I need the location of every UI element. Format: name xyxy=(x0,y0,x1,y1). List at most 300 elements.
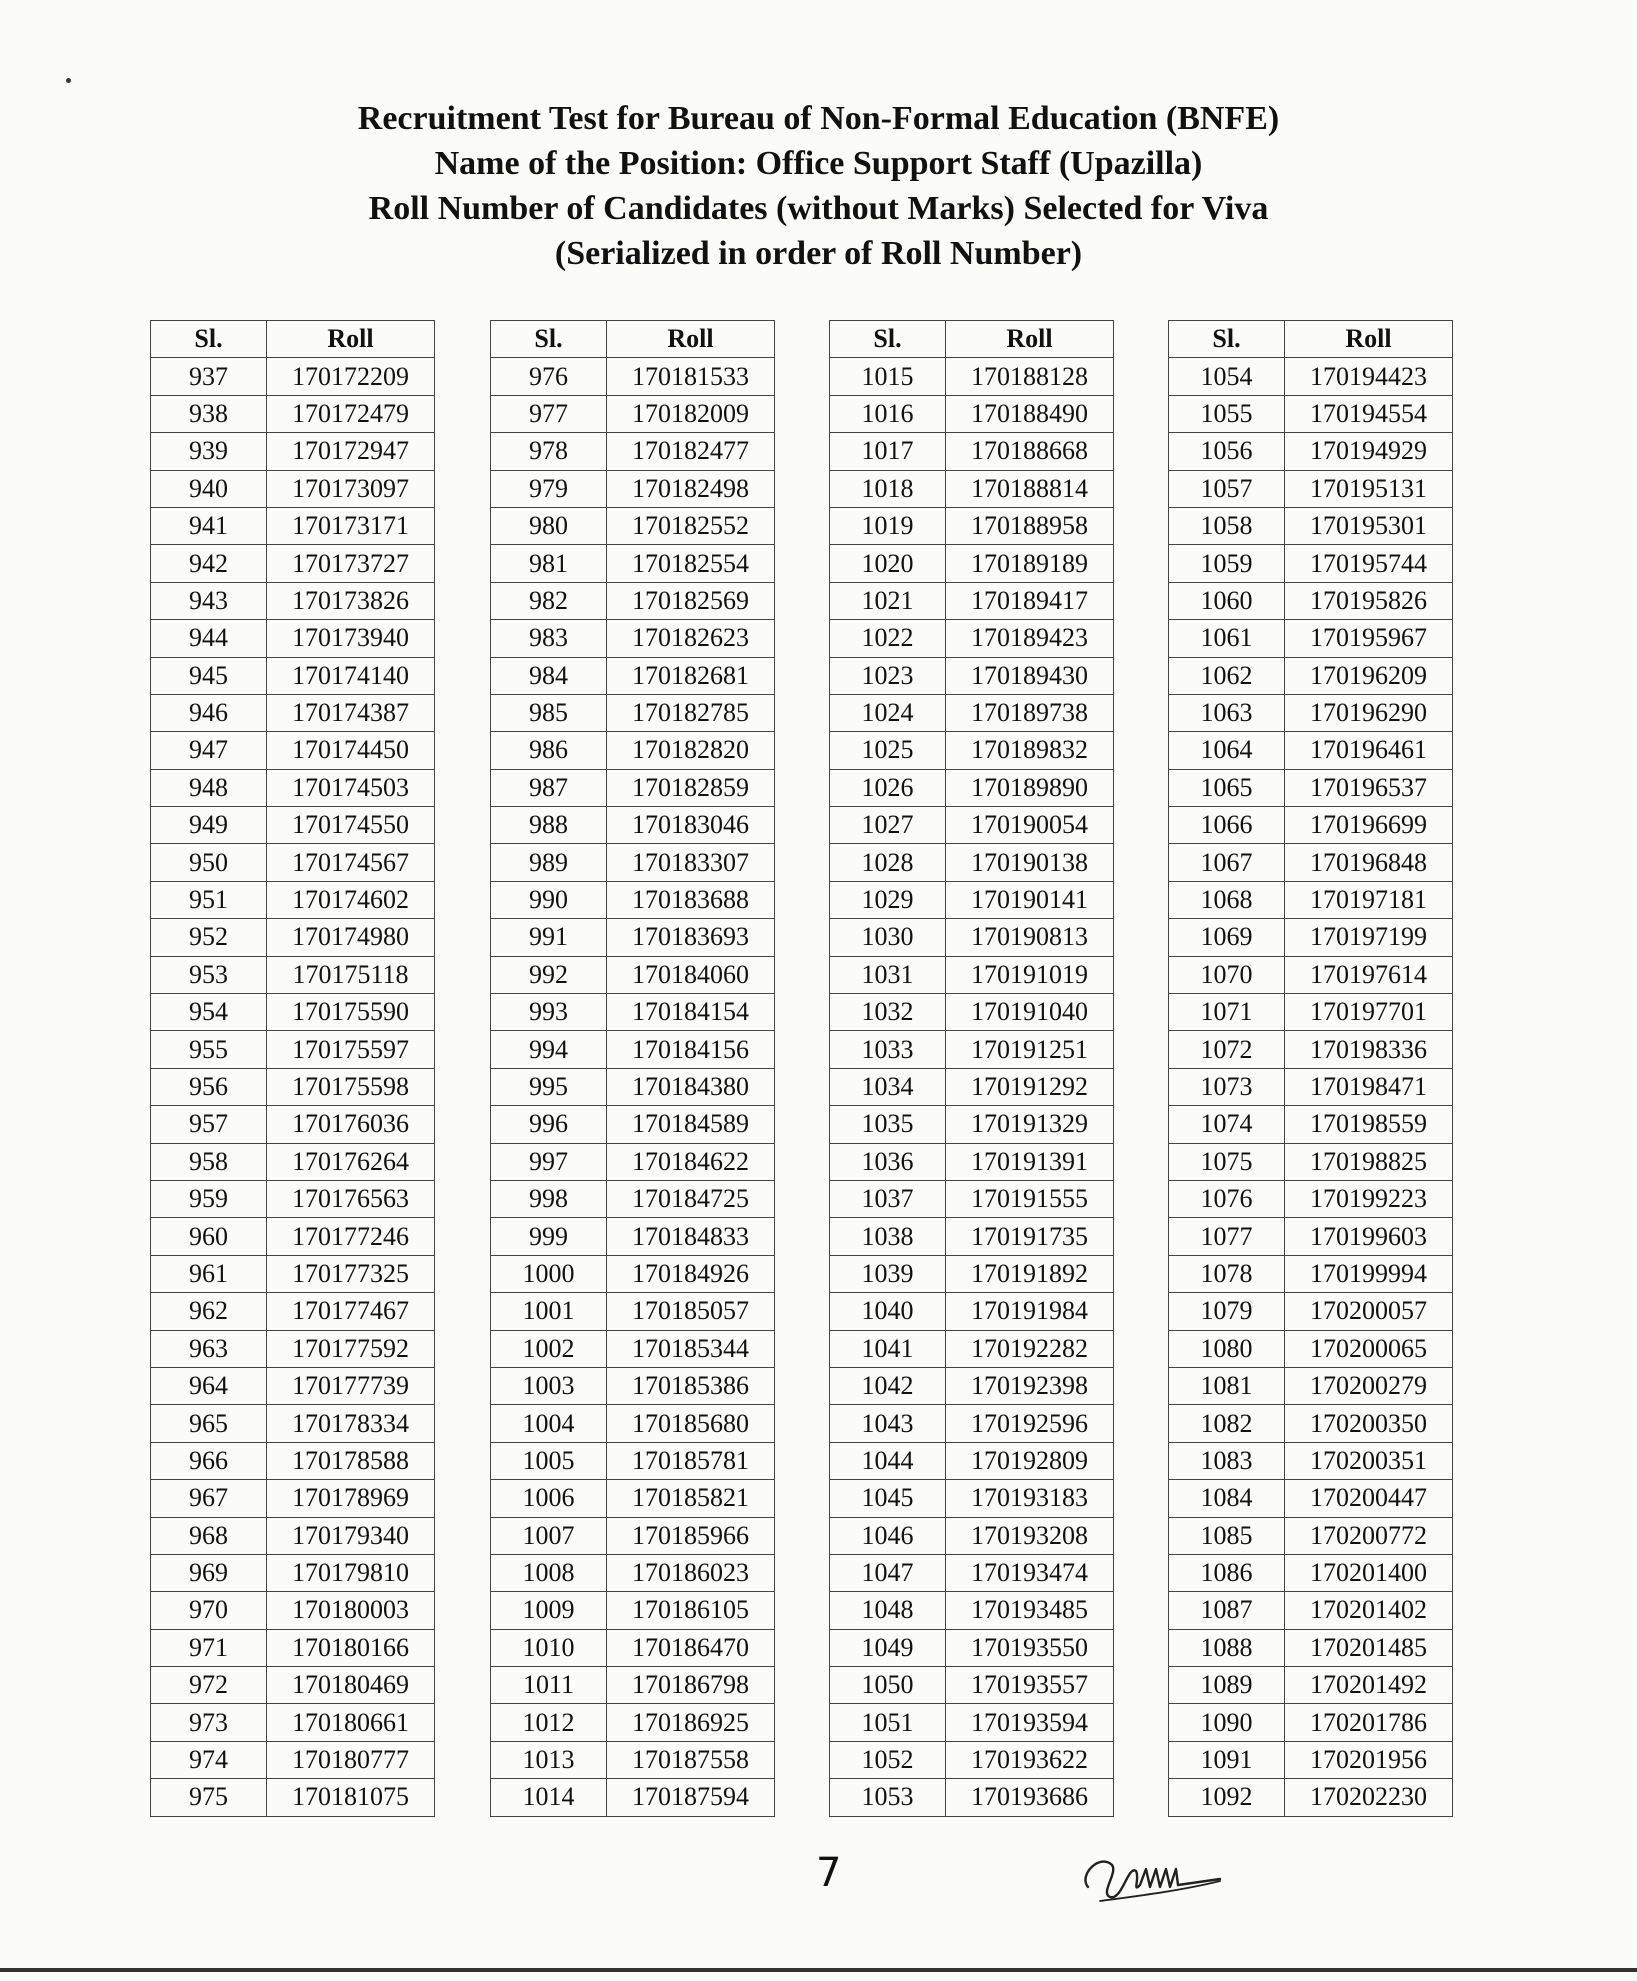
roll-cell: 170185781 xyxy=(607,1442,775,1479)
roll-cell: 170201786 xyxy=(1285,1704,1453,1741)
sl-cell: 1079 xyxy=(1169,1293,1285,1330)
sl-cell: 976 xyxy=(491,358,607,395)
roll-cell: 170182623 xyxy=(607,620,775,657)
table-row xyxy=(151,657,435,694)
scan-bottom-edge xyxy=(0,1968,1637,1972)
sl-cell: 1055 xyxy=(1169,395,1285,432)
sl-cell: 963 xyxy=(151,1330,267,1367)
table-row xyxy=(151,1143,435,1180)
sl-cell: 1083 xyxy=(1169,1442,1285,1479)
table-row xyxy=(491,694,775,731)
roll-cell: 170191019 xyxy=(946,956,1114,993)
table-row xyxy=(151,1031,435,1068)
roll-cell: 170174980 xyxy=(267,919,435,956)
table-row xyxy=(151,1779,435,1816)
sl-cell: 1025 xyxy=(830,732,946,769)
sl-cell: 1047 xyxy=(830,1554,946,1591)
sl-cell: 977 xyxy=(491,395,607,432)
sl-cell: 1065 xyxy=(1169,769,1285,806)
sl-cell: 1064 xyxy=(1169,732,1285,769)
roll-table-3 xyxy=(829,320,1114,1817)
table-row xyxy=(491,1330,775,1367)
roll-cell: 170182681 xyxy=(607,657,775,694)
table-row xyxy=(830,1480,1114,1517)
table-row xyxy=(491,844,775,881)
table-row xyxy=(151,1517,435,1554)
sl-cell: 942 xyxy=(151,545,267,582)
sl-cell: 1077 xyxy=(1169,1218,1285,1255)
roll-cell: 170201485 xyxy=(1285,1629,1453,1666)
roll-cell: 170182569 xyxy=(607,582,775,619)
roll-cell: 170180003 xyxy=(267,1592,435,1629)
roll-cell: 170191329 xyxy=(946,1106,1114,1143)
roll-cell: 170182859 xyxy=(607,769,775,806)
table-row xyxy=(1169,694,1453,731)
table-row xyxy=(151,1480,435,1517)
roll-cell: 170201956 xyxy=(1285,1741,1453,1778)
sl-cell: 997 xyxy=(491,1143,607,1180)
sl-cell: 1074 xyxy=(1169,1106,1285,1143)
table-row xyxy=(491,1218,775,1255)
sl-cell: 1086 xyxy=(1169,1554,1285,1591)
table-row xyxy=(151,1442,435,1479)
table-header-row xyxy=(491,321,775,358)
table-row xyxy=(1169,919,1453,956)
table-row xyxy=(1169,1704,1453,1741)
sl-cell: 957 xyxy=(151,1106,267,1143)
table-row xyxy=(1169,1779,1453,1816)
table-row xyxy=(151,844,435,881)
roll-cell: 170177467 xyxy=(267,1293,435,1330)
sl-cell: 949 xyxy=(151,807,267,844)
sl-cell: 1087 xyxy=(1169,1592,1285,1629)
roll-cell: 170198471 xyxy=(1285,1068,1453,1105)
roll-cell: 170200772 xyxy=(1285,1517,1453,1554)
roll-cell: 170194929 xyxy=(1285,433,1453,470)
roll-cell: 170188128 xyxy=(946,358,1114,395)
roll-table-1 xyxy=(150,320,435,1817)
table-row xyxy=(830,1629,1114,1666)
sl-cell: 955 xyxy=(151,1031,267,1068)
sl-cell: 1066 xyxy=(1169,807,1285,844)
roll-cell: 170201402 xyxy=(1285,1592,1453,1629)
roll-cell: 170180469 xyxy=(267,1667,435,1704)
table-row xyxy=(491,1405,775,1442)
sl-cell: 992 xyxy=(491,956,607,993)
table-row xyxy=(1169,1367,1453,1404)
table-row xyxy=(830,620,1114,657)
sl-cell: 985 xyxy=(491,694,607,731)
sl-cell: 1028 xyxy=(830,844,946,881)
roll-cell: 170188668 xyxy=(946,433,1114,470)
sl-cell: 1018 xyxy=(830,470,946,507)
sl-cell: 1060 xyxy=(1169,582,1285,619)
header-position: Name of the Position: Office Support Staff (Upazilla) xyxy=(434,145,1203,182)
col-header-roll: Roll xyxy=(267,321,435,358)
col-header-sl: Sl. xyxy=(151,321,267,358)
table-row xyxy=(151,807,435,844)
table-row xyxy=(1169,545,1453,582)
sl-cell: 1052 xyxy=(830,1741,946,1778)
roll-cell: 170174450 xyxy=(267,732,435,769)
sl-cell: 996 xyxy=(491,1106,607,1143)
roll-cell: 170178588 xyxy=(267,1442,435,1479)
roll-cell: 170191984 xyxy=(946,1293,1114,1330)
roll-table-4 xyxy=(1168,320,1453,1817)
roll-cell: 170185821 xyxy=(607,1480,775,1517)
table-row xyxy=(151,1405,435,1442)
table-row xyxy=(151,1106,435,1143)
col-header-roll: Roll xyxy=(607,321,775,358)
roll-cell: 170188958 xyxy=(946,507,1114,544)
sl-cell: 1031 xyxy=(830,956,946,993)
table-row xyxy=(491,994,775,1031)
col-header-roll: Roll xyxy=(1285,321,1453,358)
roll-cell: 170182498 xyxy=(607,470,775,507)
table-row xyxy=(830,1741,1114,1778)
sl-cell: 1020 xyxy=(830,545,946,582)
table-row xyxy=(830,433,1114,470)
sl-cell: 1044 xyxy=(830,1442,946,1479)
roll-cell: 170173097 xyxy=(267,470,435,507)
table-row xyxy=(830,994,1114,1031)
roll-cell: 170177739 xyxy=(267,1367,435,1404)
roll-cell: 170191391 xyxy=(946,1143,1114,1180)
roll-cell: 170175598 xyxy=(267,1068,435,1105)
table-row xyxy=(1169,1517,1453,1554)
table-row xyxy=(491,1180,775,1217)
sl-cell: 961 xyxy=(151,1255,267,1292)
table-row xyxy=(1169,732,1453,769)
sl-cell: 1038 xyxy=(830,1218,946,1255)
sl-cell: 1034 xyxy=(830,1068,946,1105)
sl-cell: 1057 xyxy=(1169,470,1285,507)
table-row xyxy=(491,1293,775,1330)
roll-cell: 170197614 xyxy=(1285,956,1453,993)
sl-cell: 951 xyxy=(151,881,267,918)
sl-cell: 991 xyxy=(491,919,607,956)
table-row xyxy=(830,1180,1114,1217)
sl-cell: 960 xyxy=(151,1218,267,1255)
roll-cell: 170178969 xyxy=(267,1480,435,1517)
table-row xyxy=(491,1106,775,1143)
sl-cell: 1069 xyxy=(1169,919,1285,956)
sl-cell: 1039 xyxy=(830,1255,946,1292)
sl-cell: 1053 xyxy=(830,1779,946,1816)
table-row xyxy=(830,1068,1114,1105)
table-row xyxy=(151,395,435,432)
table-row xyxy=(491,732,775,769)
table-row xyxy=(151,358,435,395)
sl-cell: 1016 xyxy=(830,395,946,432)
table-row xyxy=(491,507,775,544)
sl-cell: 1080 xyxy=(1169,1330,1285,1367)
table-row xyxy=(151,994,435,1031)
sl-cell: 1012 xyxy=(491,1704,607,1741)
roll-cell: 170180166 xyxy=(267,1629,435,1666)
table-row xyxy=(151,1218,435,1255)
sl-cell: 944 xyxy=(151,620,267,657)
sl-cell: 1027 xyxy=(830,807,946,844)
sl-cell: 1040 xyxy=(830,1293,946,1330)
roll-cell: 170185680 xyxy=(607,1405,775,1442)
table-row xyxy=(830,1405,1114,1442)
roll-cell: 170183693 xyxy=(607,919,775,956)
sl-cell: 1029 xyxy=(830,881,946,918)
table-row xyxy=(830,358,1114,395)
table-row xyxy=(491,919,775,956)
sl-cell: 1013 xyxy=(491,1741,607,1778)
roll-cell: 170188814 xyxy=(946,470,1114,507)
sl-cell: 972 xyxy=(151,1667,267,1704)
table-row xyxy=(830,1255,1114,1292)
table-row xyxy=(830,1442,1114,1479)
roll-cell: 170175118 xyxy=(267,956,435,993)
roll-cell: 170173826 xyxy=(267,582,435,619)
sl-cell: 947 xyxy=(151,732,267,769)
roll-cell: 170183307 xyxy=(607,844,775,881)
roll-cell: 170191292 xyxy=(946,1068,1114,1105)
roll-cell: 170177592 xyxy=(267,1330,435,1367)
sl-cell: 1015 xyxy=(830,358,946,395)
table-row xyxy=(1169,1554,1453,1591)
roll-cell: 170177325 xyxy=(267,1255,435,1292)
sl-cell: 959 xyxy=(151,1180,267,1217)
roll-cell: 170191735 xyxy=(946,1218,1114,1255)
roll-cell: 170174140 xyxy=(267,657,435,694)
roll-cell: 170191040 xyxy=(946,994,1114,1031)
sl-cell: 1056 xyxy=(1169,433,1285,470)
header-title: Recruitment Test for Bureau of Non-Formal Education (BNFE) xyxy=(357,100,1280,137)
table-row xyxy=(491,1517,775,1554)
table-row xyxy=(1169,1293,1453,1330)
table-header-row xyxy=(1169,321,1453,358)
roll-cell: 170189423 xyxy=(946,620,1114,657)
table-header-row xyxy=(830,321,1114,358)
table-row xyxy=(1169,1442,1453,1479)
sl-cell: 1091 xyxy=(1169,1741,1285,1778)
sl-cell: 978 xyxy=(491,433,607,470)
roll-cell: 170176264 xyxy=(267,1143,435,1180)
table-row xyxy=(830,582,1114,619)
roll-cell: 170184926 xyxy=(607,1255,775,1292)
roll-cell: 170200351 xyxy=(1285,1442,1453,1479)
roll-cell: 170182820 xyxy=(607,732,775,769)
table-row xyxy=(830,1330,1114,1367)
table-row xyxy=(1169,1106,1453,1143)
sl-cell: 987 xyxy=(491,769,607,806)
roll-cell: 170184622 xyxy=(607,1143,775,1180)
table-row xyxy=(151,582,435,619)
sl-cell: 1041 xyxy=(830,1330,946,1367)
sl-cell: 1081 xyxy=(1169,1367,1285,1404)
sl-cell: 1059 xyxy=(1169,545,1285,582)
sl-cell: 1063 xyxy=(1169,694,1285,731)
roll-cell: 170201492 xyxy=(1285,1667,1453,1704)
roll-cell: 170201400 xyxy=(1285,1554,1453,1591)
roll-cell: 170190141 xyxy=(946,881,1114,918)
sl-cell: 945 xyxy=(151,657,267,694)
sl-cell: 964 xyxy=(151,1367,267,1404)
col-header-sl: Sl. xyxy=(830,321,946,358)
table-row xyxy=(1169,1480,1453,1517)
roll-cell: 170200350 xyxy=(1285,1405,1453,1442)
sl-cell: 958 xyxy=(151,1143,267,1180)
roll-cell: 170182554 xyxy=(607,545,775,582)
sl-cell: 956 xyxy=(151,1068,267,1105)
roll-cell: 170182552 xyxy=(607,507,775,544)
table-row xyxy=(830,1667,1114,1704)
sl-cell: 1036 xyxy=(830,1143,946,1180)
signature-mark xyxy=(1070,1835,1250,1915)
sl-cell: 971 xyxy=(151,1629,267,1666)
sl-cell: 970 xyxy=(151,1592,267,1629)
table-row xyxy=(491,1031,775,1068)
sl-cell: 939 xyxy=(151,433,267,470)
roll-cell: 170174550 xyxy=(267,807,435,844)
roll-cell: 170182785 xyxy=(607,694,775,731)
table-row xyxy=(151,545,435,582)
table-row xyxy=(491,807,775,844)
roll-cell: 170183046 xyxy=(607,807,775,844)
sl-cell: 986 xyxy=(491,732,607,769)
roll-cell: 170174567 xyxy=(267,844,435,881)
table-row xyxy=(151,1554,435,1591)
sl-cell: 1071 xyxy=(1169,994,1285,1031)
roll-cell: 170193622 xyxy=(946,1741,1114,1778)
table-row xyxy=(491,1068,775,1105)
sl-cell: 1046 xyxy=(830,1517,946,1554)
table-row xyxy=(830,395,1114,432)
table-row xyxy=(830,1218,1114,1255)
table-row xyxy=(491,1704,775,1741)
roll-cell: 170193208 xyxy=(946,1517,1114,1554)
roll-cell: 170198559 xyxy=(1285,1106,1453,1143)
table-row xyxy=(830,1517,1114,1554)
roll-cell: 170190054 xyxy=(946,807,1114,844)
roll-cell: 170189417 xyxy=(946,582,1114,619)
table-row xyxy=(151,1068,435,1105)
table-row xyxy=(491,1143,775,1180)
roll-cell: 170189738 xyxy=(946,694,1114,731)
roll-cell: 170173171 xyxy=(267,507,435,544)
table-row xyxy=(151,1293,435,1330)
sl-cell: 941 xyxy=(151,507,267,544)
sl-cell: 990 xyxy=(491,881,607,918)
table-row xyxy=(1169,956,1453,993)
roll-cell: 170186105 xyxy=(607,1592,775,1629)
roll-cell: 170196209 xyxy=(1285,657,1453,694)
table-row xyxy=(151,769,435,806)
roll-cell: 170187594 xyxy=(607,1779,775,1816)
roll-cell: 170193183 xyxy=(946,1480,1114,1517)
roll-cell: 170172947 xyxy=(267,433,435,470)
sl-cell: 1045 xyxy=(830,1480,946,1517)
table-row xyxy=(1169,1218,1453,1255)
sl-cell: 1014 xyxy=(491,1779,607,1816)
table-row xyxy=(151,507,435,544)
sl-cell: 952 xyxy=(151,919,267,956)
table-row xyxy=(830,956,1114,993)
table-row xyxy=(491,545,775,582)
table-row xyxy=(830,1143,1114,1180)
table-row xyxy=(151,1367,435,1404)
sl-cell: 1011 xyxy=(491,1667,607,1704)
roll-cell: 170190138 xyxy=(946,844,1114,881)
roll-cell: 170188490 xyxy=(946,395,1114,432)
roll-cell: 170200447 xyxy=(1285,1480,1453,1517)
roll-cell: 170195131 xyxy=(1285,470,1453,507)
sl-cell: 1049 xyxy=(830,1629,946,1666)
roll-cell: 170178334 xyxy=(267,1405,435,1442)
roll-cell: 170180777 xyxy=(267,1741,435,1778)
sl-cell: 994 xyxy=(491,1031,607,1068)
table-row xyxy=(491,395,775,432)
roll-cell: 170197181 xyxy=(1285,881,1453,918)
roll-cell: 170193550 xyxy=(946,1629,1114,1666)
roll-cell: 170175597 xyxy=(267,1031,435,1068)
roll-cell: 170196290 xyxy=(1285,694,1453,731)
roll-cell: 170174387 xyxy=(267,694,435,731)
sl-cell: 984 xyxy=(491,657,607,694)
header-subtitle: Roll Number of Candidates (without Marks) Selected for Viva xyxy=(368,190,1269,227)
roll-cell: 170172209 xyxy=(267,358,435,395)
roll-cell: 170200065 xyxy=(1285,1330,1453,1367)
table-row xyxy=(151,1704,435,1741)
roll-cell: 170199603 xyxy=(1285,1218,1453,1255)
sl-cell: 1082 xyxy=(1169,1405,1285,1442)
table-row xyxy=(151,1741,435,1778)
sl-cell: 969 xyxy=(151,1554,267,1591)
sl-cell: 1033 xyxy=(830,1031,946,1068)
table-row xyxy=(830,732,1114,769)
sl-cell: 1010 xyxy=(491,1629,607,1666)
table-row xyxy=(491,582,775,619)
sl-cell: 1067 xyxy=(1169,844,1285,881)
roll-cell: 170184725 xyxy=(607,1180,775,1217)
roll-cell: 170185966 xyxy=(607,1517,775,1554)
table-row xyxy=(491,881,775,918)
table-row xyxy=(151,470,435,507)
sl-cell: 1022 xyxy=(830,620,946,657)
roll-cell: 170179810 xyxy=(267,1554,435,1591)
table-row xyxy=(491,1629,775,1666)
table-row xyxy=(151,1330,435,1367)
sl-cell: 1078 xyxy=(1169,1255,1285,1292)
table-row xyxy=(491,1255,775,1292)
table-row xyxy=(151,881,435,918)
sl-cell: 966 xyxy=(151,1442,267,1479)
sl-cell: 943 xyxy=(151,582,267,619)
table-row xyxy=(491,470,775,507)
table-row xyxy=(1169,582,1453,619)
sl-cell: 1061 xyxy=(1169,620,1285,657)
table-row xyxy=(1169,844,1453,881)
sl-cell: 1006 xyxy=(491,1480,607,1517)
table-row xyxy=(491,1741,775,1778)
sl-cell: 962 xyxy=(151,1293,267,1330)
sl-cell: 950 xyxy=(151,844,267,881)
sl-cell: 1008 xyxy=(491,1554,607,1591)
roll-tables xyxy=(0,320,1637,1815)
sl-cell: 940 xyxy=(151,470,267,507)
roll-cell: 170195744 xyxy=(1285,545,1453,582)
sl-cell: 973 xyxy=(151,1704,267,1741)
table-row xyxy=(1169,1592,1453,1629)
table-row xyxy=(1169,470,1453,507)
roll-cell: 170199223 xyxy=(1285,1180,1453,1217)
sl-cell: 1021 xyxy=(830,582,946,619)
